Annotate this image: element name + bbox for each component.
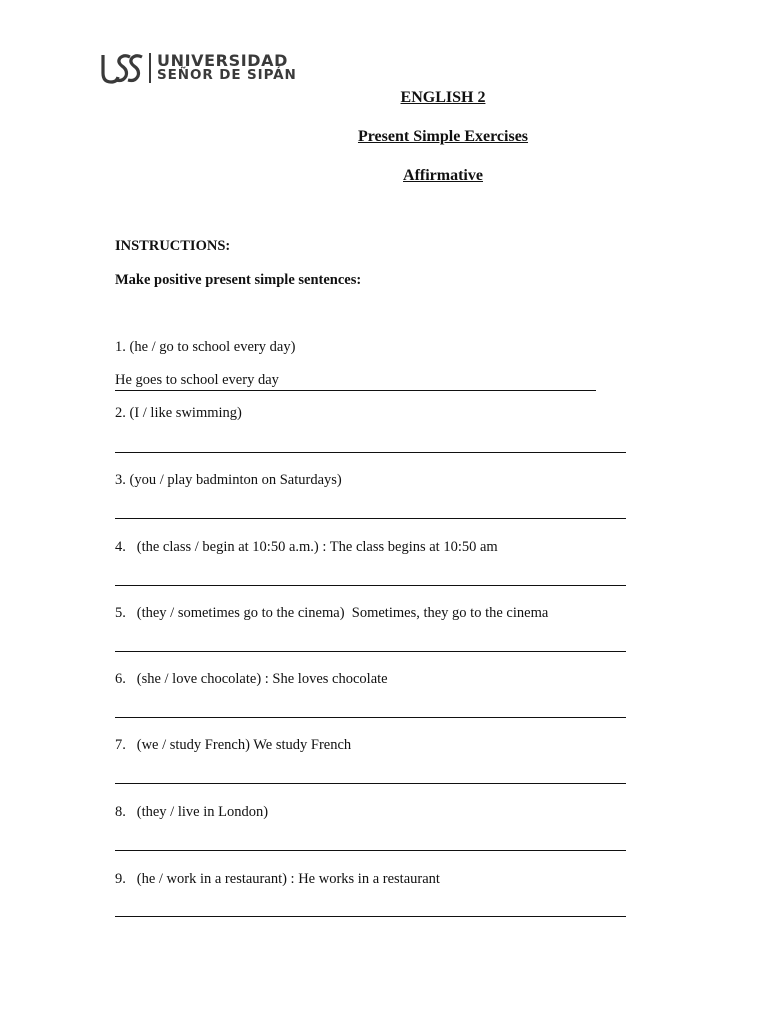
uss-logo-mark-icon xyxy=(100,51,144,85)
logo-line-1: UNIVERSIDAD xyxy=(157,51,288,70)
exercise-4-prompt: 4. (the class / begin at 10:50 a.m.) : The class begins at 10:50 am xyxy=(115,539,498,555)
exercise-2-prompt: 2. (I / like swimming) xyxy=(115,405,242,421)
exercise-6-prompt: 6. (she / love chocolate) : She loves chocolate xyxy=(115,671,388,687)
exercise-3-prompt: 3. (you / play badminton on Saturdays) xyxy=(115,472,342,488)
logo-divider xyxy=(149,53,151,83)
exercise-3-answer-line[interactable] xyxy=(115,518,626,519)
exercise-2-answer-line[interactable] xyxy=(115,452,626,453)
exercise-5-prompt: 5. (they / sometimes go to the cinema) Sometimes, they go to the cinema xyxy=(115,605,549,621)
university-logo xyxy=(100,50,297,86)
section-heading: Affirmative xyxy=(403,167,483,184)
exercise-9-answer-line[interactable] xyxy=(115,916,626,917)
exercise-1-prompt: 1. (he / go to school every day) xyxy=(115,339,296,355)
exercise-5-answer-line[interactable] xyxy=(115,651,626,652)
exercise-6-answer-line[interactable] xyxy=(115,717,626,718)
logo-line-2: SEÑOR DE SIPÁN xyxy=(157,67,297,83)
exercise-8-prompt: 8. (they / live in London) xyxy=(115,804,269,820)
exercise-9-prompt: 9. (he / work in a restaurant) : He works in a restaurant xyxy=(115,871,440,887)
exercise-4-answer-line[interactable] xyxy=(115,585,626,586)
exercise-7-answer-line[interactable] xyxy=(115,783,626,784)
instructions-text: Make positive present simple sentences: xyxy=(115,272,362,288)
instructions-label: INSTRUCTIONS: xyxy=(115,238,231,254)
exercise-7-prompt: 7. (we / study French) We study French xyxy=(115,737,352,753)
document-subtitle: Present Simple Exercises xyxy=(357,128,529,145)
document-title: ENGLISH 2 xyxy=(400,89,486,106)
logo-wordmark xyxy=(157,53,297,83)
exercise-8-answer-line[interactable] xyxy=(115,850,626,851)
exercise-1-answer[interactable]: He goes to school every day xyxy=(115,371,596,391)
